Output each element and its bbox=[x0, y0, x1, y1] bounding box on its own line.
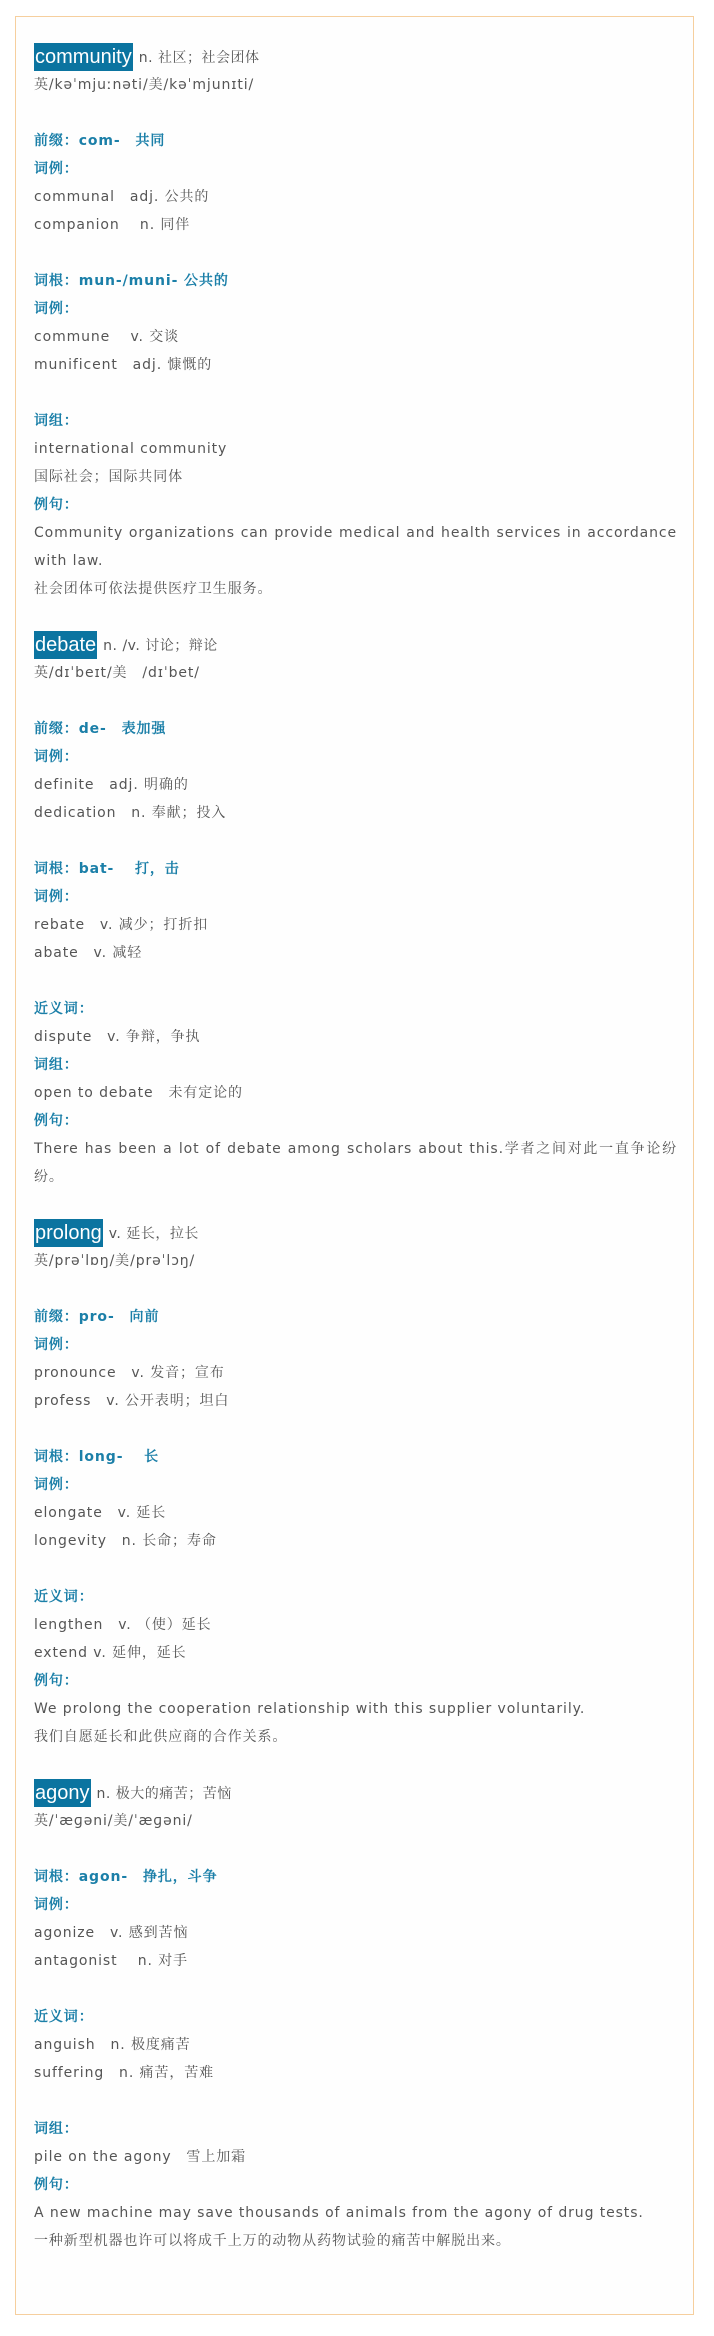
example-sentence-en: There has been a lot of debate among scholars about this.学者之间对此一直争论纷纷。 bbox=[34, 1141, 677, 1185]
definition: n. 极大的痛苦；苦恼 bbox=[96, 1786, 232, 1802]
example-label: 例句： bbox=[34, 2177, 79, 2193]
section-heading: 词组： bbox=[34, 2121, 79, 2137]
section-heading: 词根：agon- 挣扎，斗争 bbox=[34, 1869, 218, 1885]
headword: prolong bbox=[34, 1219, 103, 1247]
list-item: elongate v. 延长 bbox=[34, 1505, 167, 1521]
list-item: lengthen v. （使）延长 bbox=[34, 1617, 212, 1633]
section-heading: 词组： bbox=[34, 1057, 79, 1073]
list-item: 国际社会；国际共同体 bbox=[34, 469, 183, 485]
list-item: pile on the agony 雪上加霜 bbox=[34, 2149, 247, 2165]
list-item: commune v. 交谈 bbox=[34, 329, 180, 345]
phonetic: 英/kəˈmjuːnəti/美/kəˈmjunɪti/ bbox=[34, 77, 255, 93]
word-entry-community bbox=[34, 43, 677, 631]
definition: v. 延长，拉长 bbox=[108, 1226, 199, 1242]
headword: debate bbox=[34, 631, 97, 659]
section-heading: 词根：long- 长 bbox=[34, 1449, 159, 1465]
example-sentence-en: We prolong the cooperation relationship with this supplier voluntarily. bbox=[34, 1701, 586, 1717]
entry-header bbox=[34, 1219, 677, 1247]
list-item: companion n. 同伴 bbox=[34, 217, 191, 233]
example-sentence-en: Community organizations can provide medical and health services in accordance with law. bbox=[34, 525, 677, 569]
list-item: international community bbox=[34, 441, 228, 457]
headword: agony bbox=[34, 1779, 91, 1807]
section-subheading: 词例： bbox=[34, 749, 79, 765]
list-item: dispute v. 争辩，争执 bbox=[34, 1029, 201, 1045]
definition: n. 社区；社会团体 bbox=[138, 50, 260, 66]
section-heading: 前缀：de- 表加强 bbox=[34, 721, 167, 737]
example-sentence-zh: 我们自愿延长和此供应商的合作关系。 bbox=[34, 1729, 288, 1745]
section-subheading: 词例： bbox=[34, 161, 79, 177]
section-heading: 词根：bat- 打，击 bbox=[34, 861, 180, 877]
section-heading: 前缀：com- 共同 bbox=[34, 133, 166, 149]
section-subheading: 词例： bbox=[34, 301, 79, 317]
phonetic: 英/dɪˈbeɪt/美 /dɪˈbet/ bbox=[34, 665, 200, 681]
vocabulary-card bbox=[15, 16, 694, 2315]
list-item: communal adj. 公共的 bbox=[34, 189, 210, 205]
example-sentence-en: A new machine may save thousands of animals from the agony of drug tests. bbox=[34, 2205, 644, 2221]
section-heading: 词根：mun-/muni- 公共的 bbox=[34, 273, 229, 289]
definition: n. /v. 讨论；辩论 bbox=[103, 638, 218, 654]
list-item: pronounce v. 发音；宣布 bbox=[34, 1365, 225, 1381]
list-item: profess v. 公开表明；坦白 bbox=[34, 1393, 230, 1409]
list-item: longevity n. 长命；寿命 bbox=[34, 1533, 217, 1549]
list-item: anguish n. 极度痛苦 bbox=[34, 2037, 191, 2053]
example-sentence-zh: 社会团体可依法提供医疗卫生服务。 bbox=[34, 581, 273, 597]
section-subheading: 词例： bbox=[34, 1477, 79, 1493]
list-item: munificent adj. 慷慨的 bbox=[34, 357, 213, 373]
section-heading: 近义词： bbox=[34, 2009, 94, 2025]
example-label: 例句： bbox=[34, 1673, 79, 1689]
word-entry-prolong bbox=[34, 1219, 677, 1779]
list-item: suffering n. 痛苦，苦难 bbox=[34, 2065, 215, 2081]
list-item: rebate v. 减少；打折扣 bbox=[34, 917, 209, 933]
example-label: 例句： bbox=[34, 497, 79, 513]
list-item: open to debate 未有定论的 bbox=[34, 1085, 243, 1101]
entry-header bbox=[34, 631, 677, 659]
word-entry-debate bbox=[34, 631, 677, 1219]
list-item: extend v. 延伸，延长 bbox=[34, 1645, 187, 1661]
example-label: 例句： bbox=[34, 1113, 79, 1129]
section-heading: 词组： bbox=[34, 413, 79, 429]
entry-header bbox=[34, 1779, 677, 1807]
phonetic: 英/ˈæɡəni/美/ˈæɡəni/ bbox=[34, 1813, 193, 1829]
list-item: definite adj. 明确的 bbox=[34, 777, 189, 793]
section-subheading: 词例： bbox=[34, 1897, 79, 1913]
section-heading: 近义词： bbox=[34, 1001, 94, 1017]
entry-header bbox=[34, 43, 677, 71]
section-subheading: 词例： bbox=[34, 889, 79, 905]
section-heading: 前缀：pro- 向前 bbox=[34, 1309, 160, 1325]
word-entry-agony bbox=[34, 1779, 677, 2255]
headword: community bbox=[34, 43, 133, 71]
section-subheading: 词例： bbox=[34, 1337, 79, 1353]
phonetic: 英/prəˈlɒŋ/美/prəˈlɔŋ/ bbox=[34, 1253, 196, 1269]
example-sentence-zh: 一种新型机器也许可以将成千上万的动物从药物试验的痛苦中解脱出来。 bbox=[34, 2233, 511, 2249]
list-item: abate v. 减轻 bbox=[34, 945, 143, 961]
list-item: dedication n. 奉献；投入 bbox=[34, 805, 227, 821]
section-heading: 近义词： bbox=[34, 1589, 94, 1605]
list-item: antagonist n. 对手 bbox=[34, 1953, 189, 1969]
list-item: agonize v. 感到苦恼 bbox=[34, 1925, 189, 1941]
